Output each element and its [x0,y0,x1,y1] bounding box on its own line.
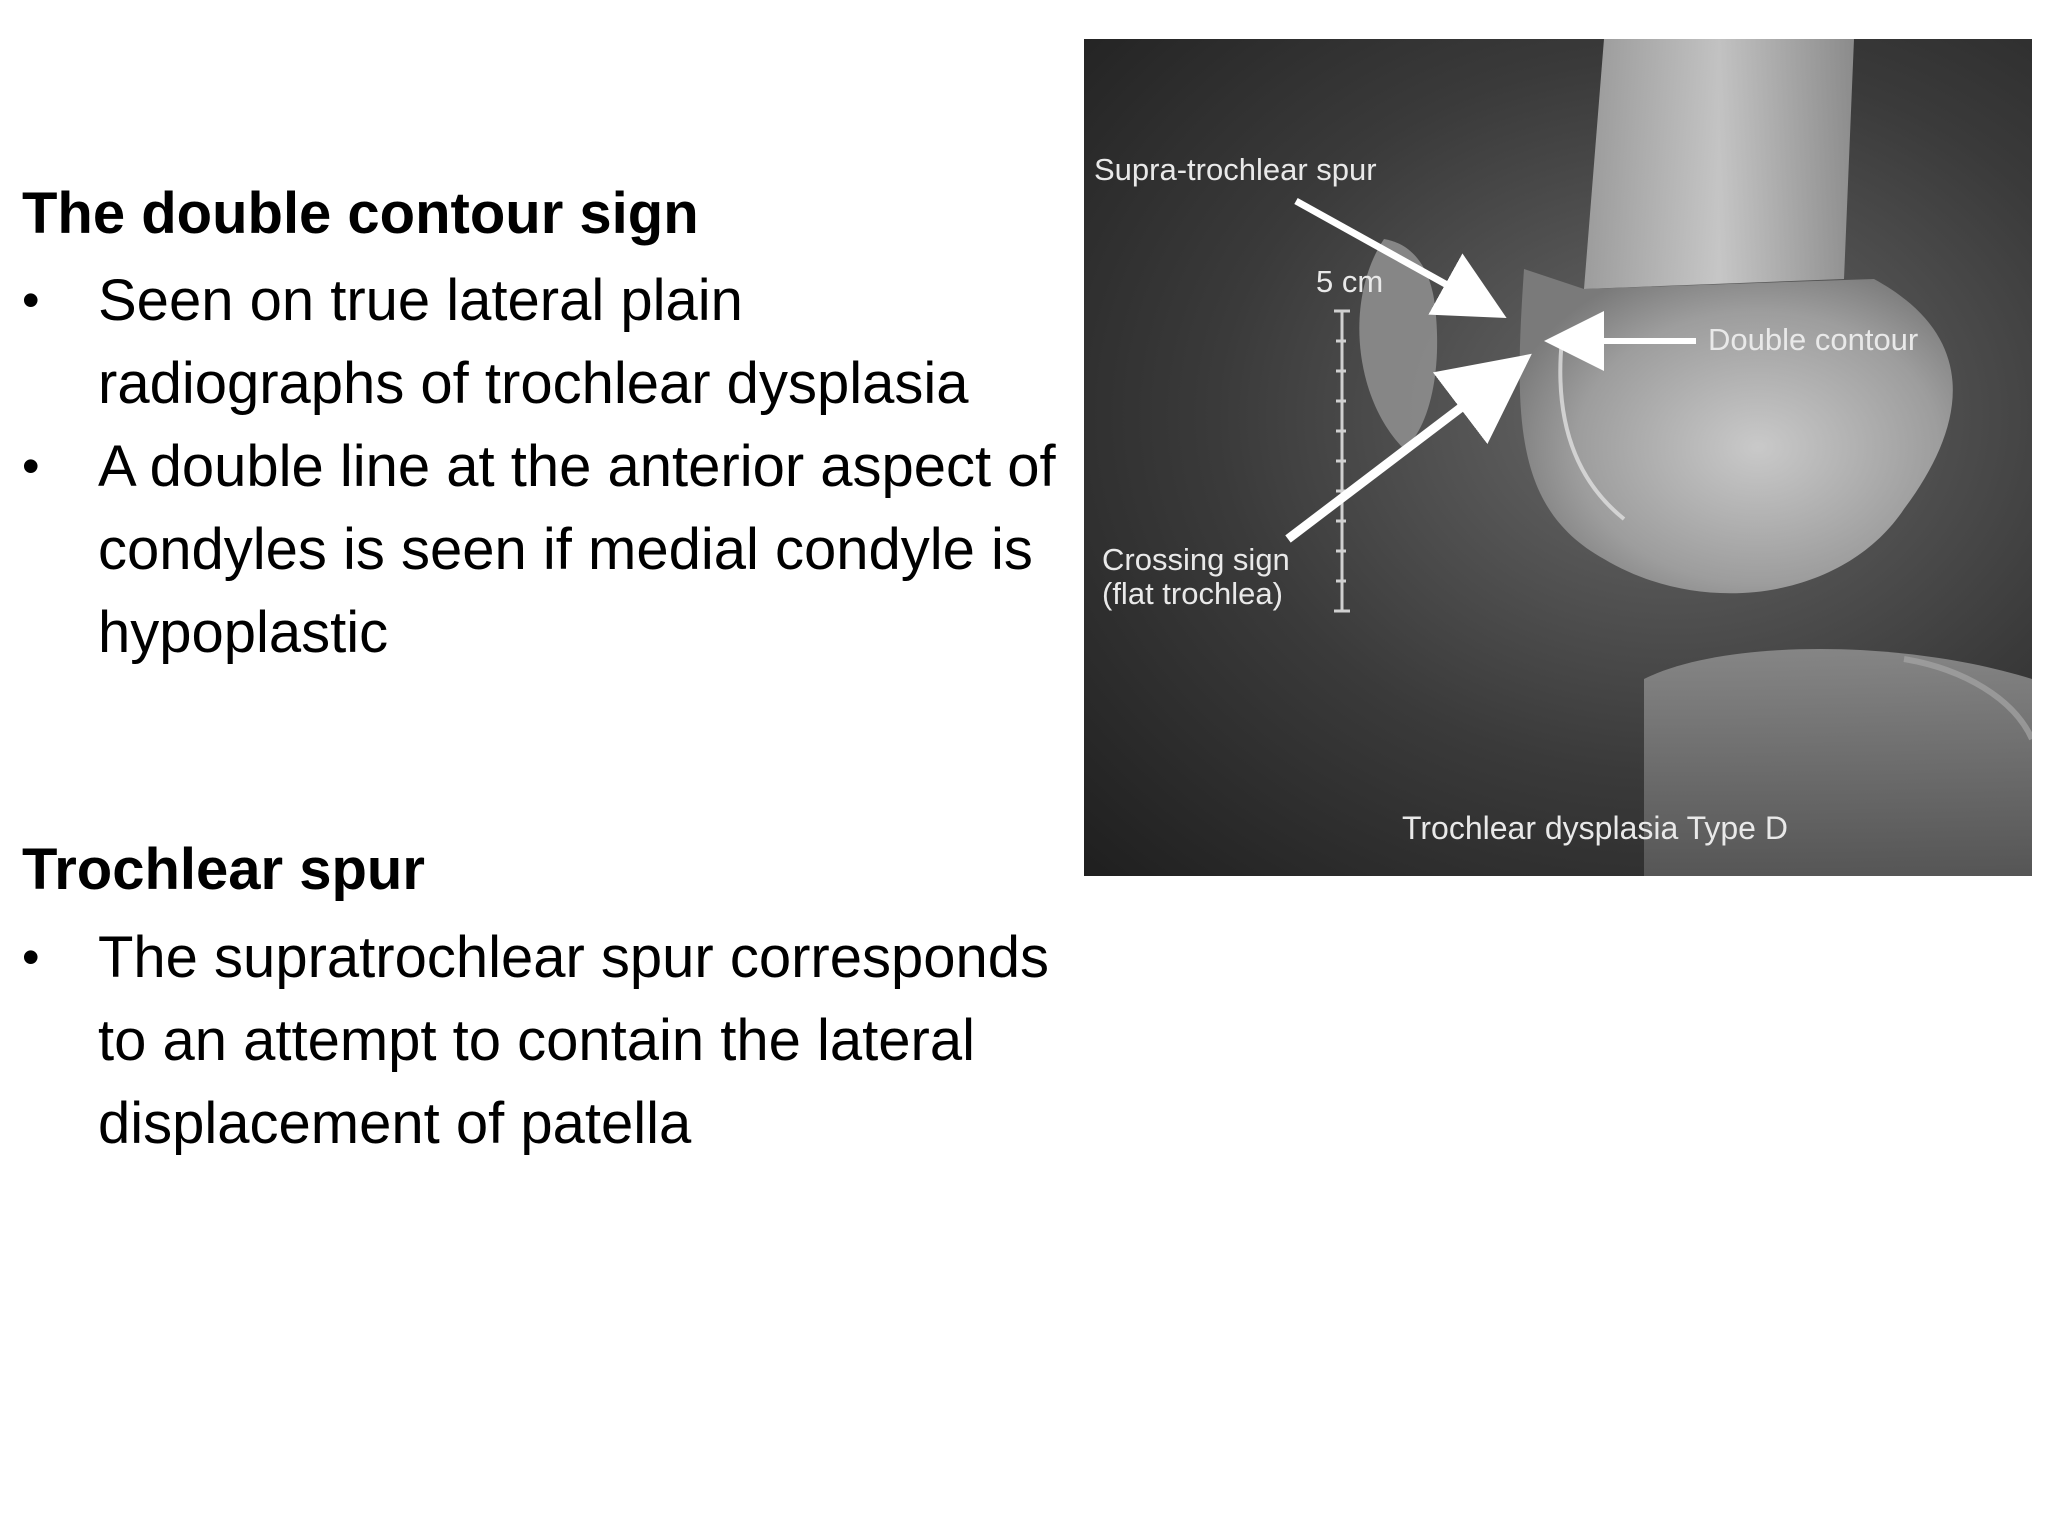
slide-text-column [22,180,1062,1165]
label-double-contour: Double contour [1708,322,1919,357]
femur-shaft [1584,39,1854,289]
section-heading-double-contour: The double contour sign [22,181,699,246]
bullet-list-trochlear-spur [22,916,1062,1165]
bullet-text: A double line at the anterior aspect of condyles is seen if medial condyle is hypoplastic [98,434,1056,666]
label-crossing-line1: Crossing sign [1102,542,1290,577]
label-scale: 5 cm [1316,264,1384,299]
bullet-icon: • [22,928,40,985]
bullet-icon: • [22,438,40,495]
bullet-item [22,916,1062,1165]
label-crossing-line2: (flat trochlea) [1102,576,1283,611]
scale-bar [1334,311,1350,611]
bullet-item [22,259,1062,425]
bullet-list-double-contour [22,259,1062,674]
knee-xray-figure [1084,39,2032,876]
label-crossing-sign [1102,543,1290,611]
bullet-text: Seen on true lateral plain radiographs of trochlear dysplasia [98,268,969,417]
section-double-contour [22,180,1062,674]
bullet-icon: • [22,272,40,329]
section-heading-trochlear-spur: Trochlear spur [22,837,425,903]
label-supra-trochlear-spur: Supra-trochlear spur [1094,152,1377,187]
section-trochlear-spur [22,836,1062,1164]
bullet-text: The supratrochlear spur corresponds to an attempt to contain the lateral displacement of patella [98,924,1050,1156]
femur-condyle [1520,269,1953,593]
figure-caption: Trochlear dysplasia Type D [1402,810,1788,846]
bullet-item [22,425,1062,674]
